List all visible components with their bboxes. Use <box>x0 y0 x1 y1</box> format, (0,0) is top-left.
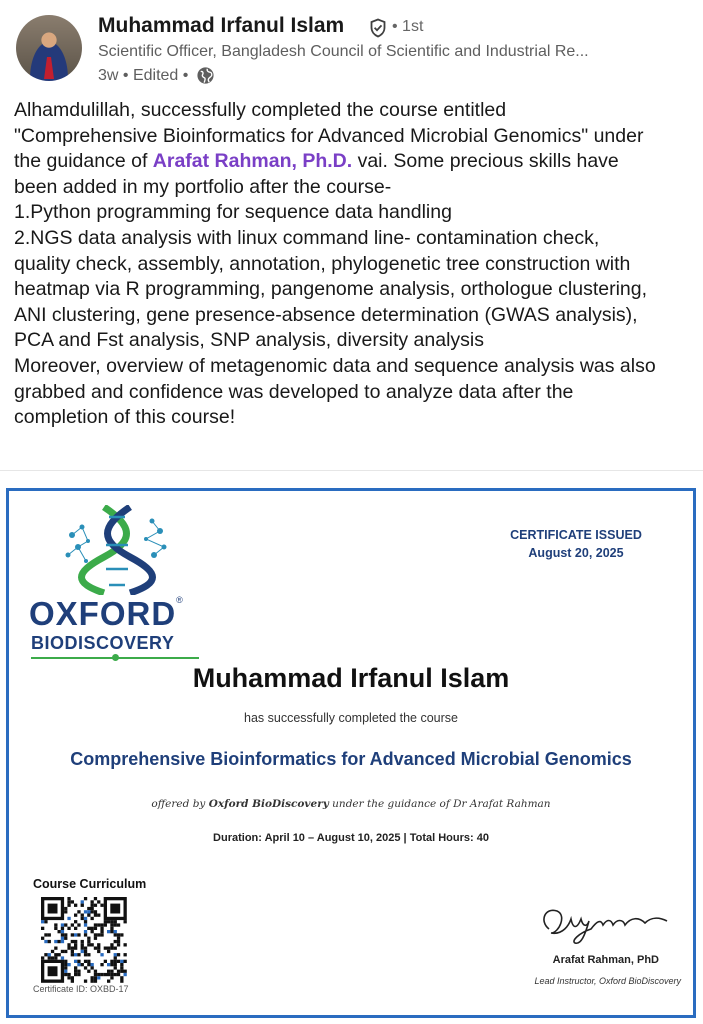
globe-icon <box>196 66 215 85</box>
author-headline: Scientific Officer, Bangladesh Council of Scientific and Industrial Re... <box>98 43 589 60</box>
registered-mark: ® <box>176 595 184 605</box>
certificate-issued-date: August 20, 2025 <box>528 546 624 560</box>
certificate-image[interactable] <box>6 488 696 1018</box>
completion-text: has successfully completed the course <box>244 711 458 725</box>
course-curriculum-label: Course Curriculum <box>33 877 147 891</box>
qr-code-icon[interactable] <box>41 897 127 983</box>
connection-degree: • 1st <box>392 18 424 35</box>
post-meta <box>98 66 215 85</box>
offered-post: under the guidance of Dr Arafat Rahman <box>328 798 551 810</box>
post-line: ANI clustering, gene presence-absence determination (GWAS analysis), <box>14 303 638 326</box>
post-time: 3w • Edited • <box>98 66 189 84</box>
oxford-biodiscovery-logo <box>29 505 209 655</box>
logo-dot <box>112 654 119 661</box>
post-line: completion of this course! <box>14 406 236 429</box>
offered-pre: offered by <box>151 798 209 810</box>
post-line: quality check, assembly, annotation, phylogenetic tree construction with <box>14 252 631 275</box>
post-line: Moreover, overview of metagenomic data and sequence analysis was also <box>14 354 656 377</box>
recipient-name: Muhammad Irfanul Islam <box>192 663 510 693</box>
logo-wordmark-text: OXFORD <box>29 595 177 632</box>
verified-badge-icon <box>368 18 388 38</box>
post-line: 1.Python programming for sequence data handling <box>14 201 452 224</box>
divider <box>0 470 703 471</box>
author-name[interactable]: Muhammad Irfanul Islam <box>98 14 345 37</box>
post-line: grabbed and confidence was developed to analyze data after the <box>14 380 574 403</box>
logo-wordmark-oxford <box>29 595 184 633</box>
signature-icon <box>535 899 675 949</box>
post-header <box>16 12 696 90</box>
post-line <box>14 149 694 175</box>
offered-by-text <box>9 798 693 810</box>
logo-wordmark-biodiscovery: BIODISCOVERY <box>31 633 175 653</box>
author-avatar[interactable] <box>16 15 82 81</box>
post-line: heatmap via R programming, pangenome analysis, orthologue clustering, <box>14 278 648 301</box>
mention-link[interactable]: Arafat Rahman, Ph.D. <box>152 150 353 173</box>
post-line-segment: the guidance of <box>14 150 153 173</box>
post-line: "Comprehensive Bioinformatics for Advanced Microbial Genomics" under <box>14 124 644 147</box>
post-line: been added in my portfolio after the course- <box>14 175 392 198</box>
offered-org: Oxford BioDiscovery <box>208 798 329 810</box>
post-line: 2.NGS data analysis with linux command line- contamination check, <box>14 226 600 249</box>
post-line: Alhamdulillah, successfully completed the course entitled <box>14 99 507 121</box>
post-line-segment: vai. Some precious skills have <box>352 150 619 173</box>
post-line: PCA and Fst analysis, SNP analysis, diversity analysis <box>14 329 484 352</box>
certificate-id: Certificate ID: OXBD-17 <box>33 984 129 994</box>
dna-helix-icon <box>64 505 169 595</box>
certificate-issued-label: CERTIFICATE ISSUED <box>510 528 642 542</box>
signer-name: Arafat Rahman, PhD <box>552 954 659 966</box>
course-duration: Duration: April 10 – August 10, 2025 | Total Hours: 40 <box>213 832 489 844</box>
course-title: Comprehensive Bioinformatics for Advanced Microbial Genomics <box>70 749 632 769</box>
signer-role: Lead Instructor, Oxford BioDiscovery <box>534 976 681 986</box>
post-text <box>14 98 694 431</box>
